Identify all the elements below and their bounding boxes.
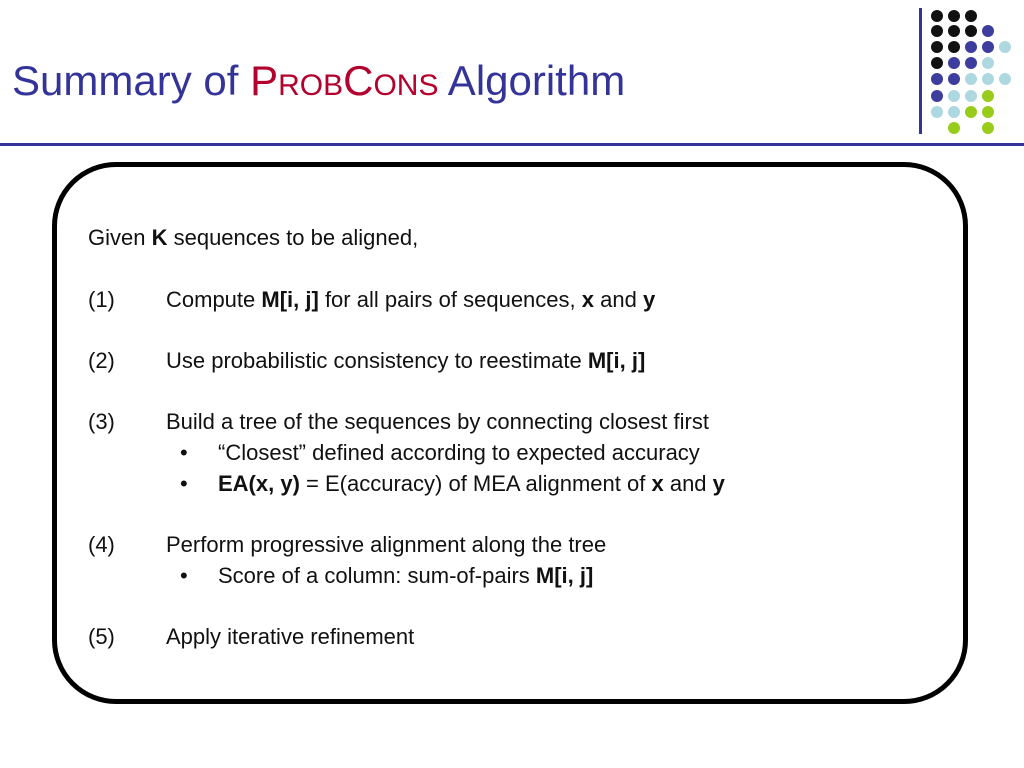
bullet-marker: • [180,440,188,465]
dot [948,73,960,85]
dot [999,41,1011,53]
dot [982,25,994,37]
dot [982,41,994,53]
dot [982,73,994,85]
dot [931,73,943,85]
step-number: (1) [88,287,115,312]
step-number: (4) [88,532,115,557]
title-probcons: PROBCONS [250,57,439,104]
dot [965,10,977,22]
dot [948,10,960,22]
dot [948,122,960,134]
step-3-text: Build a tree of the sequences by connecting closest first [166,409,709,434]
dot [931,41,943,53]
dot [948,106,960,118]
step-number: (2) [88,348,115,373]
dot [931,10,943,22]
dot [999,73,1011,85]
step-4-bullet-1: Score of a column: sum-of-pairs M[i, j] [218,563,594,588]
step-1-text: Compute M[i, j] for all pairs of sequences, x and y [166,287,656,312]
title-prefix: Summary of [12,57,251,104]
dot [931,57,943,69]
dot [948,41,960,53]
dot [931,90,943,102]
dot [948,90,960,102]
decorative-vertical-rule [919,8,922,134]
step-number: (5) [88,624,115,649]
dot [982,57,994,69]
title-underline [0,143,1024,146]
title-suffix: Algorithm [438,57,626,104]
dot [965,106,977,118]
dot [931,25,943,37]
step-2-text: Use probabilistic consistency to reestimate M[i, j] [166,348,646,373]
dot [965,57,977,69]
step-number: (3) [88,409,115,434]
dot [965,41,977,53]
step-3-bullet-1: “Closest” defined according to expected accuracy [218,440,700,465]
dot [982,106,994,118]
dot [948,25,960,37]
slide-title [12,57,626,104]
step-4-text: Perform progressive alignment along the tree [166,532,607,557]
dot [965,90,977,102]
dot [965,25,977,37]
step-5-text: Apply iterative refinement [166,624,415,649]
dot [931,106,943,118]
dot [982,122,994,134]
intro-line: Given K sequences to be aligned, [88,225,419,250]
dot [982,90,994,102]
dot [965,73,977,85]
bullet-marker: • [180,471,188,496]
step-3-bullet-2: EA(x, y) = E(accuracy) of MEA alignment of x and y [218,471,725,496]
dot [948,57,960,69]
bullet-marker: • [180,563,188,588]
